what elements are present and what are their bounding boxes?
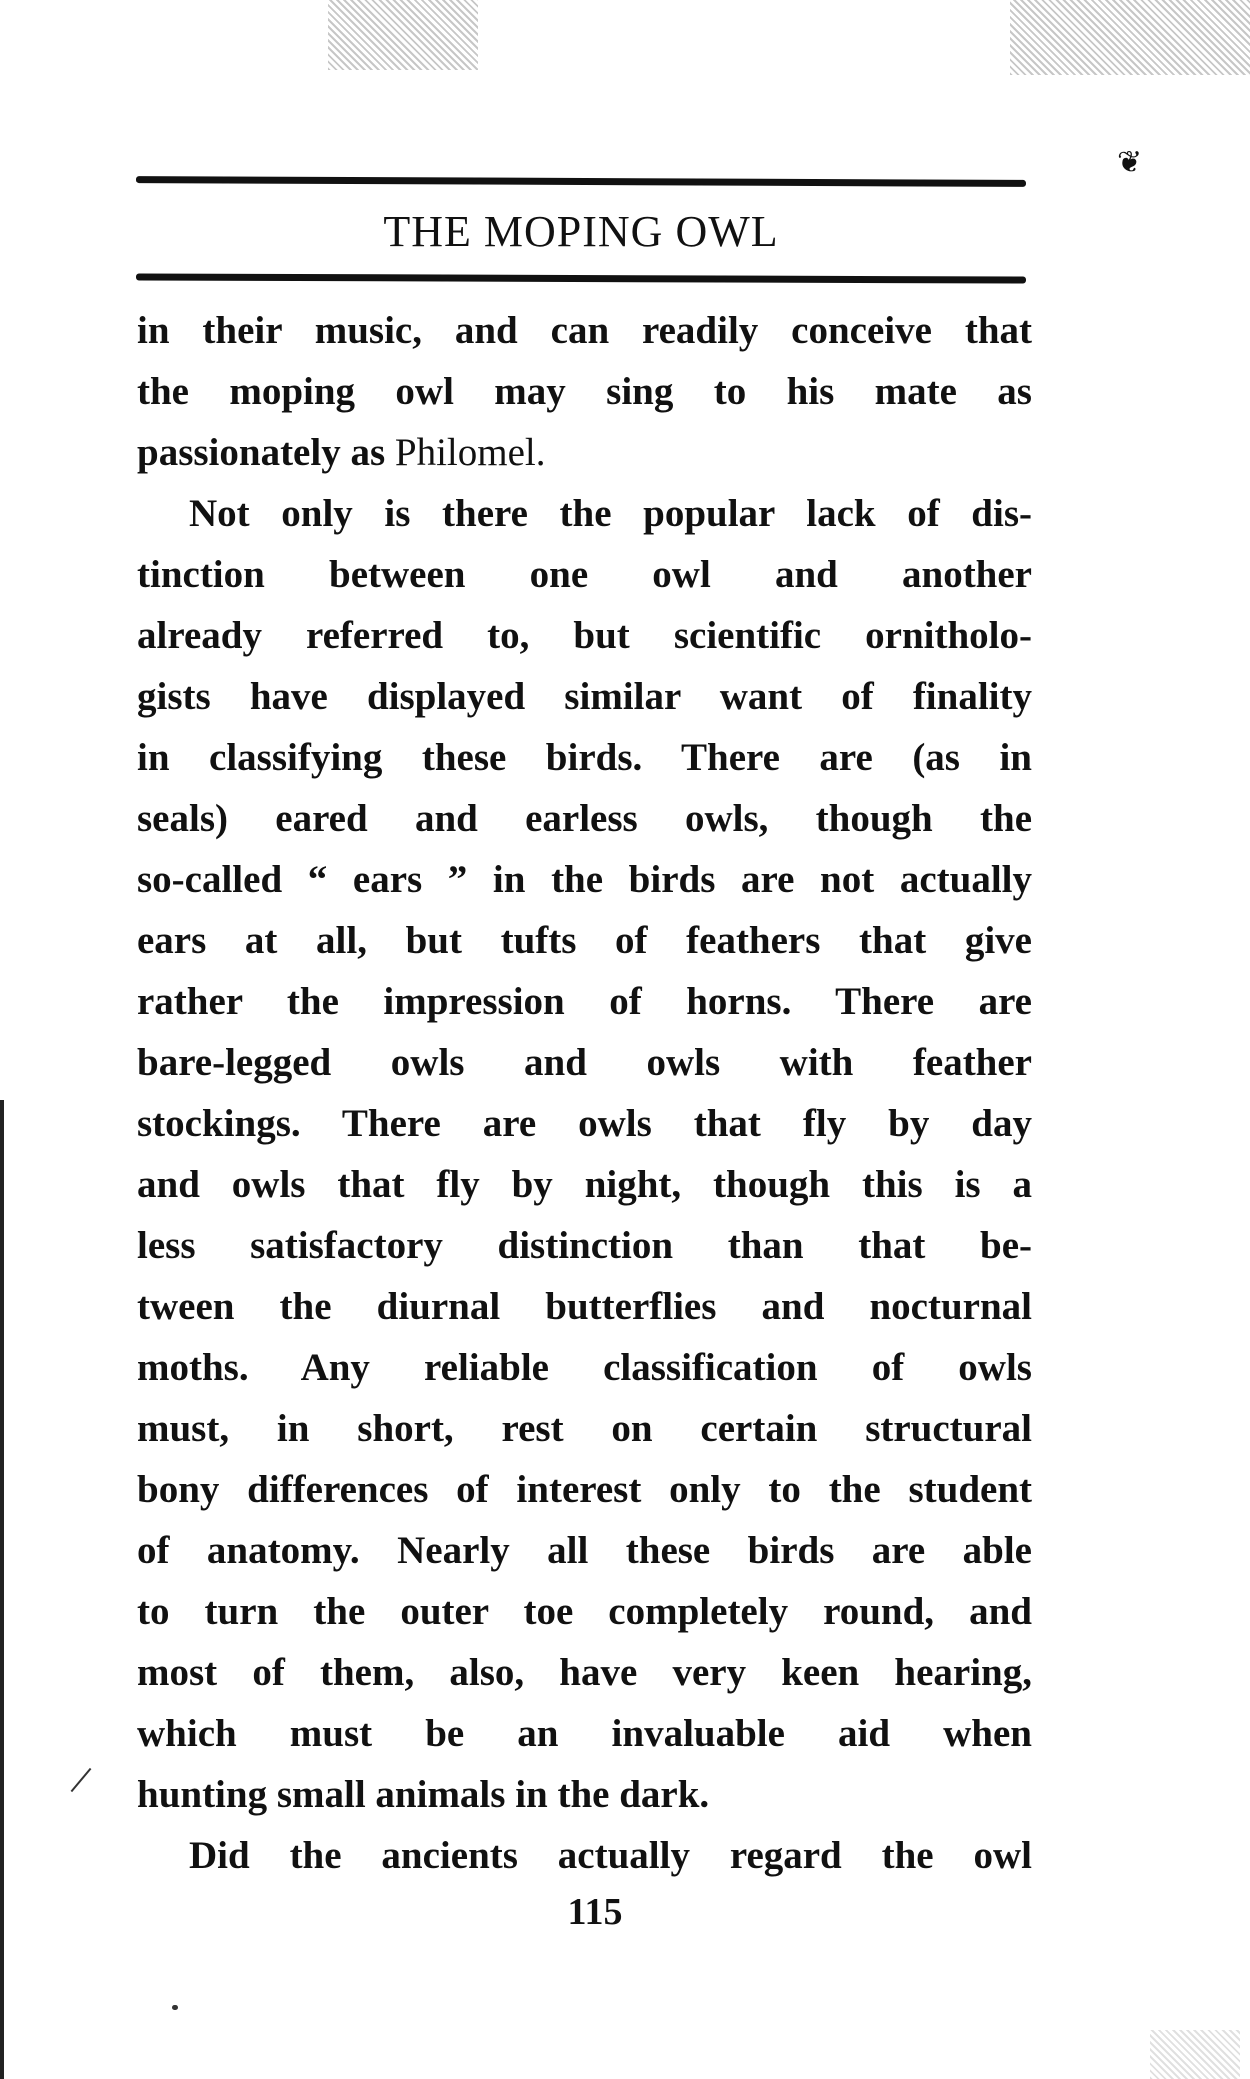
- text-line-content: gists have displayed similar want of finality: [137, 675, 1032, 718]
- text-line-content: moths. Any reliable classification of owls: [137, 1346, 1032, 1389]
- text-line-content: to turn the outer toe completely round, and: [137, 1590, 1032, 1633]
- text-line-content: already referred to, but scientific ornitholo-: [137, 614, 1032, 657]
- text-line-content: of anatomy. Nearly all these birds are able: [137, 1529, 1032, 1572]
- text-line-content: hunting small animals in the dark.: [137, 1773, 710, 1816]
- body-text: [137, 300, 1032, 1886]
- page-number: 115: [567, 1891, 623, 1933]
- text-line-content: so-called “ ears ” in the birds are not actually: [137, 858, 1032, 901]
- text-line-content: which must be an invaluable aid when: [137, 1712, 1032, 1755]
- text-line: [137, 1337, 1032, 1398]
- text-line-content: less satisfactory distinction than that be-: [137, 1224, 1032, 1267]
- scan-noise-top-left: [328, 0, 478, 70]
- text-line: [137, 361, 1032, 422]
- scan-speck: [172, 2005, 178, 2010]
- text-line: [137, 1825, 1032, 1886]
- text-line-content: seals) eared and earless owls, though the: [137, 797, 1032, 840]
- header-rule-bottom: [136, 273, 1026, 283]
- text-line: [137, 1215, 1032, 1276]
- text-line: [137, 1581, 1032, 1642]
- text-line: [137, 422, 1032, 483]
- text-line-content: rather the impression of horns. There are: [137, 980, 1032, 1023]
- text-line: [137, 788, 1032, 849]
- text-line: [137, 605, 1032, 666]
- text-line: [137, 666, 1032, 727]
- text-line-content: bony differences of interest only to the student: [137, 1468, 1032, 1511]
- text-line-content: in classifying these birds. There are (as in: [137, 736, 1032, 779]
- scan-noise-bottom-right: [1150, 2030, 1240, 2079]
- text-line: [137, 1154, 1032, 1215]
- ornament-icon: ❦: [1117, 146, 1143, 179]
- text-line-content: Did the ancients actually regard the owl: [189, 1834, 1032, 1877]
- text-line: [137, 727, 1032, 788]
- scan-mark: [71, 1768, 92, 1792]
- text-line: [137, 1398, 1032, 1459]
- text-line-content: stockings. There are owls that fly by day: [137, 1102, 1032, 1145]
- text-line-content: and owls that fly by night, though this is a: [137, 1163, 1032, 1206]
- text-line: [137, 1093, 1032, 1154]
- text-line: [137, 910, 1032, 971]
- text-line-tail: Philomel.: [394, 431, 546, 474]
- text-line-content: passionately as: [137, 431, 395, 474]
- text-line-content: in their music, and can readily conceive that: [137, 309, 1032, 352]
- text-line-content: bare-legged owls and owls with feather: [137, 1041, 1032, 1084]
- scan-noise-top-right: [1010, 0, 1250, 75]
- running-head: THE MOPING OWL: [383, 207, 779, 256]
- text-line-content: tween the diurnal butterflies and nocturnal: [137, 1285, 1032, 1328]
- text-line-content: ears at all, but tufts of feathers that give: [137, 919, 1032, 962]
- text-line-content: the moping owl may sing to his mate as: [137, 370, 1032, 413]
- text-line-content: Not only is there the popular lack of dis-: [189, 492, 1032, 535]
- header-rule-top: [136, 176, 1026, 187]
- text-line: [137, 1032, 1032, 1093]
- text-line: [137, 1764, 1032, 1825]
- text-line: [137, 1459, 1032, 1520]
- text-line: [137, 1520, 1032, 1581]
- text-line: [137, 483, 1032, 544]
- text-line-content: must, in short, rest on certain structural: [137, 1407, 1032, 1450]
- text-line: [137, 544, 1032, 605]
- text-line: [137, 300, 1032, 361]
- text-line: [137, 1276, 1032, 1337]
- text-line: [137, 1703, 1032, 1764]
- text-line: [137, 1642, 1032, 1703]
- text-line: [137, 849, 1032, 910]
- text-line: [137, 971, 1032, 1032]
- text-line-content: most of them, also, have very keen hearing,: [137, 1651, 1032, 1694]
- text-line-content: tinction between one owl and another: [137, 553, 1032, 596]
